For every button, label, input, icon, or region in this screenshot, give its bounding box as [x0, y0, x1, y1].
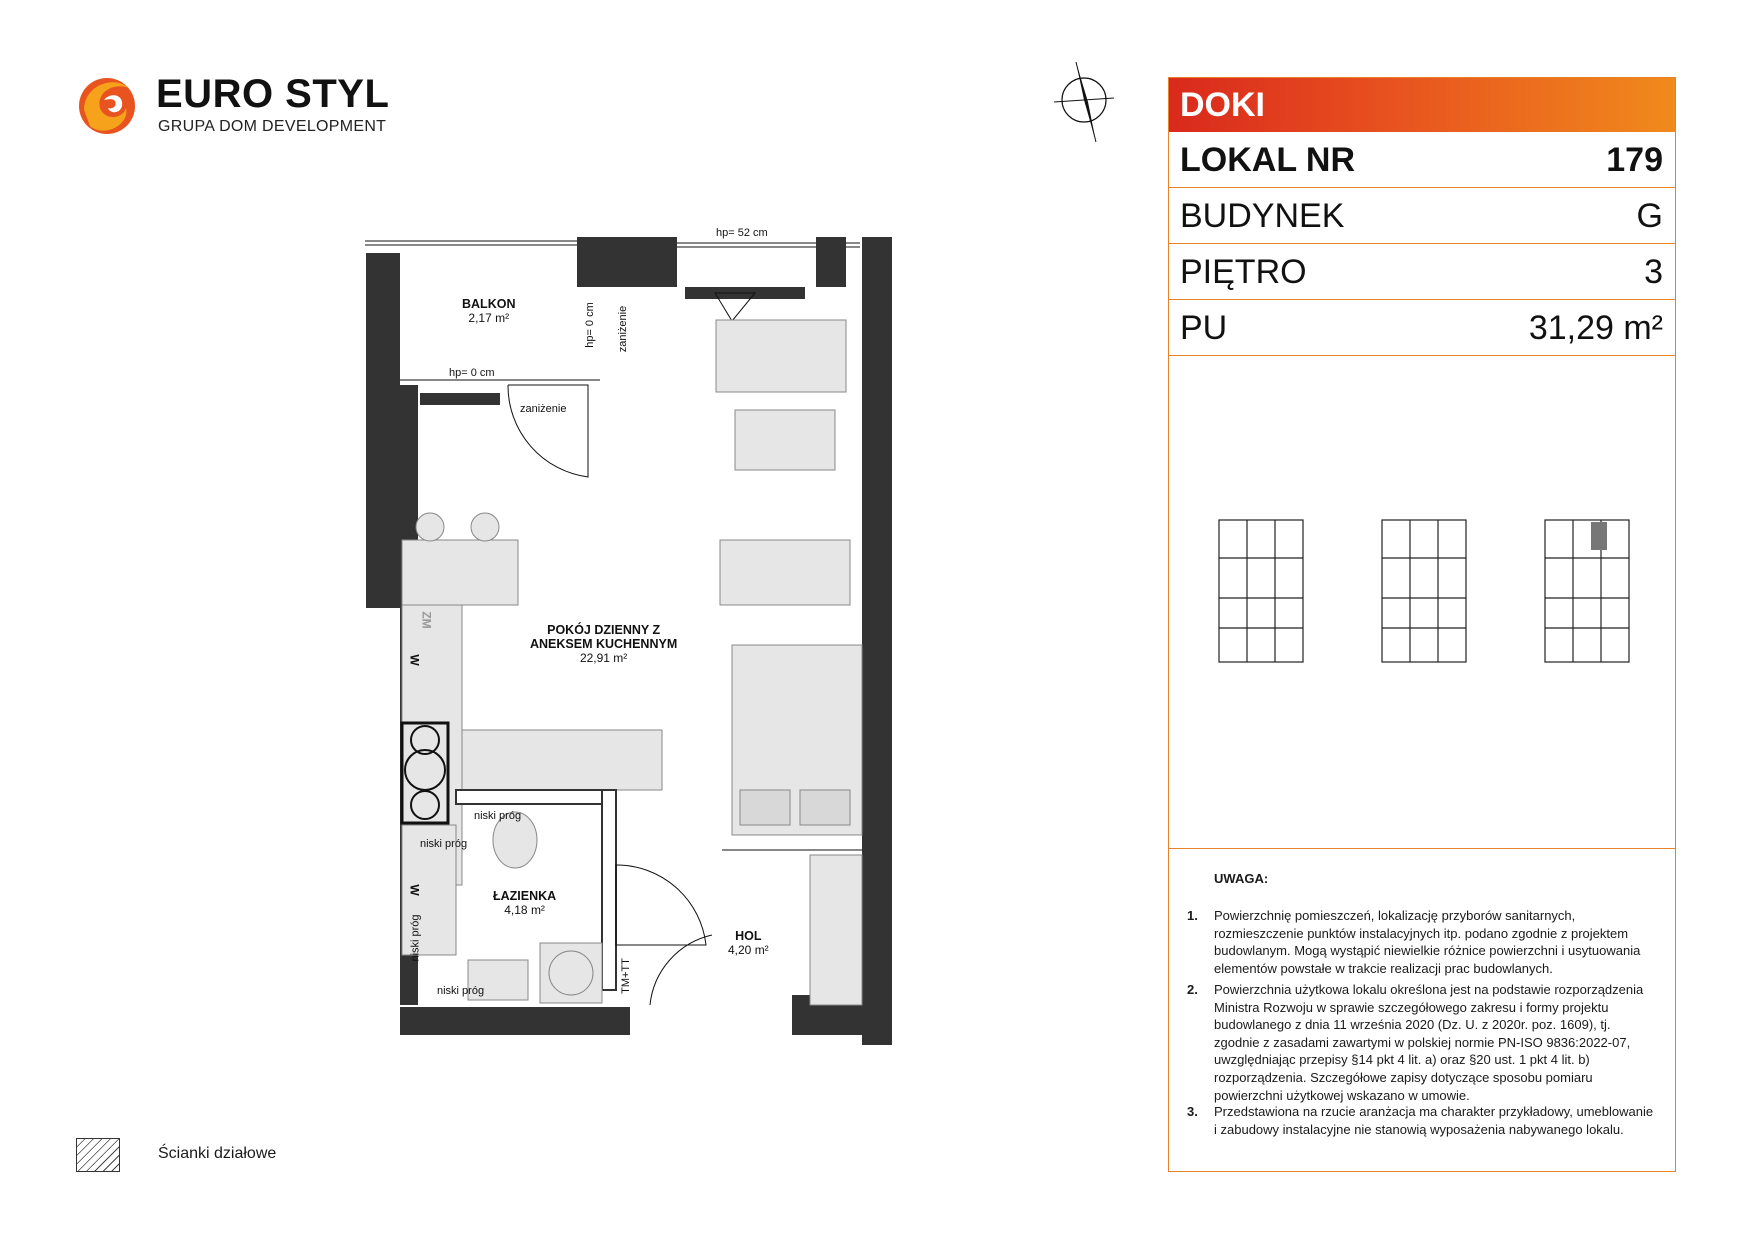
logo-tagline: GRUPA DOM DEVELOPMENT [158, 118, 387, 135]
notes-title: UWAGA: [1214, 871, 1269, 886]
building-value: G [1636, 197, 1663, 235]
lowering-label-1: zaniżenie [617, 305, 630, 353]
hall-label: HOL 4,20 m² [728, 929, 769, 957]
hp-side-label: hp= 0 cm [583, 302, 596, 348]
company-logo [74, 70, 394, 142]
building-key-plans [1217, 518, 1637, 668]
unit-label: LOKAL NR [1180, 141, 1356, 179]
info-row-building [1169, 188, 1675, 244]
investment-name: DOKI [1180, 86, 1265, 124]
w-label-1: W [407, 654, 422, 666]
partition-walls-swatch [76, 1138, 120, 1172]
apartment-info-panel [1168, 77, 1676, 1172]
low-threshold-label-2: niski próg [420, 838, 468, 850]
hp-balcony-label: hp= 0 cm [449, 367, 495, 379]
info-row-area [1169, 300, 1675, 356]
living-room-label: POKÓJ DZIENNY Z ANEKSEM KUCHENNYM 22,91 m² [530, 623, 678, 665]
low-threshold-label-3: niski próg [409, 914, 422, 962]
w-label-2: W [407, 884, 422, 896]
floor-label: PIĘTRO [1180, 253, 1307, 291]
area-value: 31,29 m² [1528, 309, 1663, 347]
floor-value: 3 [1644, 253, 1663, 291]
area-label: PU [1180, 309, 1228, 347]
investment-header [1169, 78, 1675, 132]
info-row-unit [1169, 132, 1675, 188]
unit-value: 179 [1606, 141, 1663, 179]
building-label: BUDYNEK [1180, 197, 1345, 235]
logo-brand: EURO STYL [156, 72, 390, 116]
low-threshold-label-1: niski próg [474, 810, 522, 822]
low-threshold-label-4: niski próg [437, 985, 485, 997]
bathroom-label: ŁAZIENKA 4,18 m² [493, 889, 557, 917]
info-row-floor [1169, 244, 1675, 300]
lowering-label-2: zaniżenie [520, 403, 567, 415]
hp-top-label: hp= 52 cm [716, 227, 768, 239]
zm-label: ZM [419, 611, 434, 629]
legend-label: Ścianki działowe [158, 1145, 277, 1162]
balcony-label: BALKON 2,17 m² [462, 297, 516, 325]
notes-section: UWAGA: 1. Powierzchnię pomieszczeń, lokalizację przyborów sanitarnych, rozmieszczenie punktów instalacyjnych itp. podano zgodnie z projektem budowlanym. Mogą wystąpić niewielkie różnice powierzchni i usytuowania elementów powstałe w trakcie realizacji prac budowlanych. 2. Powierzchnia użytkowa lokalu określona jest na podstawie rozporządzenia Ministra Rozwoju w sprawie szczegółowego zakresu i formy projektu budowlanego z dnia 11 września 2020 (Dz. U. z 2020r. poz. 1609), tj. zgodnie z zasadami zawartymi w polskiej normie PN-ISO 9836:2022-07, uwzględniając przepisy §14 pkt 4 lit. a) oraz §20 ust. 1 pkt 4 lit. b) rozporządzenia. Szczegółowe zapisy dotyczące sposobu pomiaru powierzchni użytkowej wskazano w umowie. 3. Przedstawiona na rzucie aranżacja ma charakter przykładowy, umeblowanie i zabudowy instalacyjne nie stanowią wyposażenia nabywanego lokalu. [1169, 848, 1675, 849]
north-compass-icon [1050, 58, 1120, 148]
tm-label: TM+TT [619, 958, 632, 994]
logo-flame-icon [74, 70, 144, 140]
